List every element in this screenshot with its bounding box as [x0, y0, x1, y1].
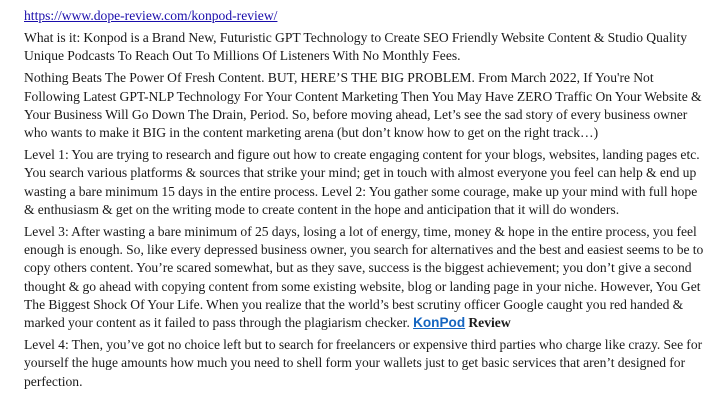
- url-line: [24, 7, 704, 25]
- konpod-link[interactable]: KonPod: [413, 315, 466, 331]
- paragraph-intro: What is it: Konpod is a Brand New, Futuristic GPT Technology to Create SEO Friendly Website Content & Studio Quality Unique Podcasts To Reach Out To Millions Of Listeners With No Monthly Fees.: [24, 30, 688, 64]
- paragraph-level-3: [24, 223, 704, 332]
- paragraph-level-4: Level 4: Then, you’ve got no choice left but to search for freelancers or expensive third parties who charge like crazy. See for yourself the huge amounts how much you need to shell form your wallets just to get basic services that aren’t designed for perfection.: [24, 337, 703, 389]
- paragraph-problem: Nothing Beats The Power Of Fresh Content. BUT, HERE’S THE BIG PROBLEM. From March 2022, If You're Not Following Latest GPT-NLP Technology For Your Content Marketing Then You May Have ZERO Traffic On Your Website & Your Business Will Go Down The Drain, Period. So, before moving ahead, Let’s see the sad story of every business owner who wants to make it BIG in the content marketing arena (but don’t know how to get on the right track…): [24, 70, 702, 141]
- review-word: Review: [465, 315, 511, 331]
- document-page: [24, 7, 704, 395]
- source-url-link[interactable]: https://www.dope-review.com/konpod-review/: [24, 8, 278, 23]
- paragraph-levels-1-2: Level 1: You are trying to research and figure out how to create engaging content for your blogs, websites, landing pages etc. You search various platforms & sources that strike your mind; get in touch with almost everyone you feel can help & end up wasting a bare minimum 15 days in the entire process. Level 2: You gather some courage, make up your mind with full hope & enthusiasm & get on the writing mode to create content in the hope and anticipation that it will do wonders.: [24, 147, 700, 217]
- level-3-text: Level 3: After wasting a bare minimum of 25 days, losing a lot of energy, time, money & hope in the entire process, you feel enough is enough. So, like every depressed business owner, you search for alternatives and the best and easiest seems to be to copy others content. You’re scared somewhat, but as they save, success is the biggest achievement; you don’t give a second thought & go ahead with copying content from some existing website, blog or landing page in your niche. However, You Get The Biggest Shock Of Your Life. When you realize that the world’s best scrutiny officer Google caught you red handed & marked your content as it failed to pass through the plagiarism checker.: [24, 224, 704, 331]
